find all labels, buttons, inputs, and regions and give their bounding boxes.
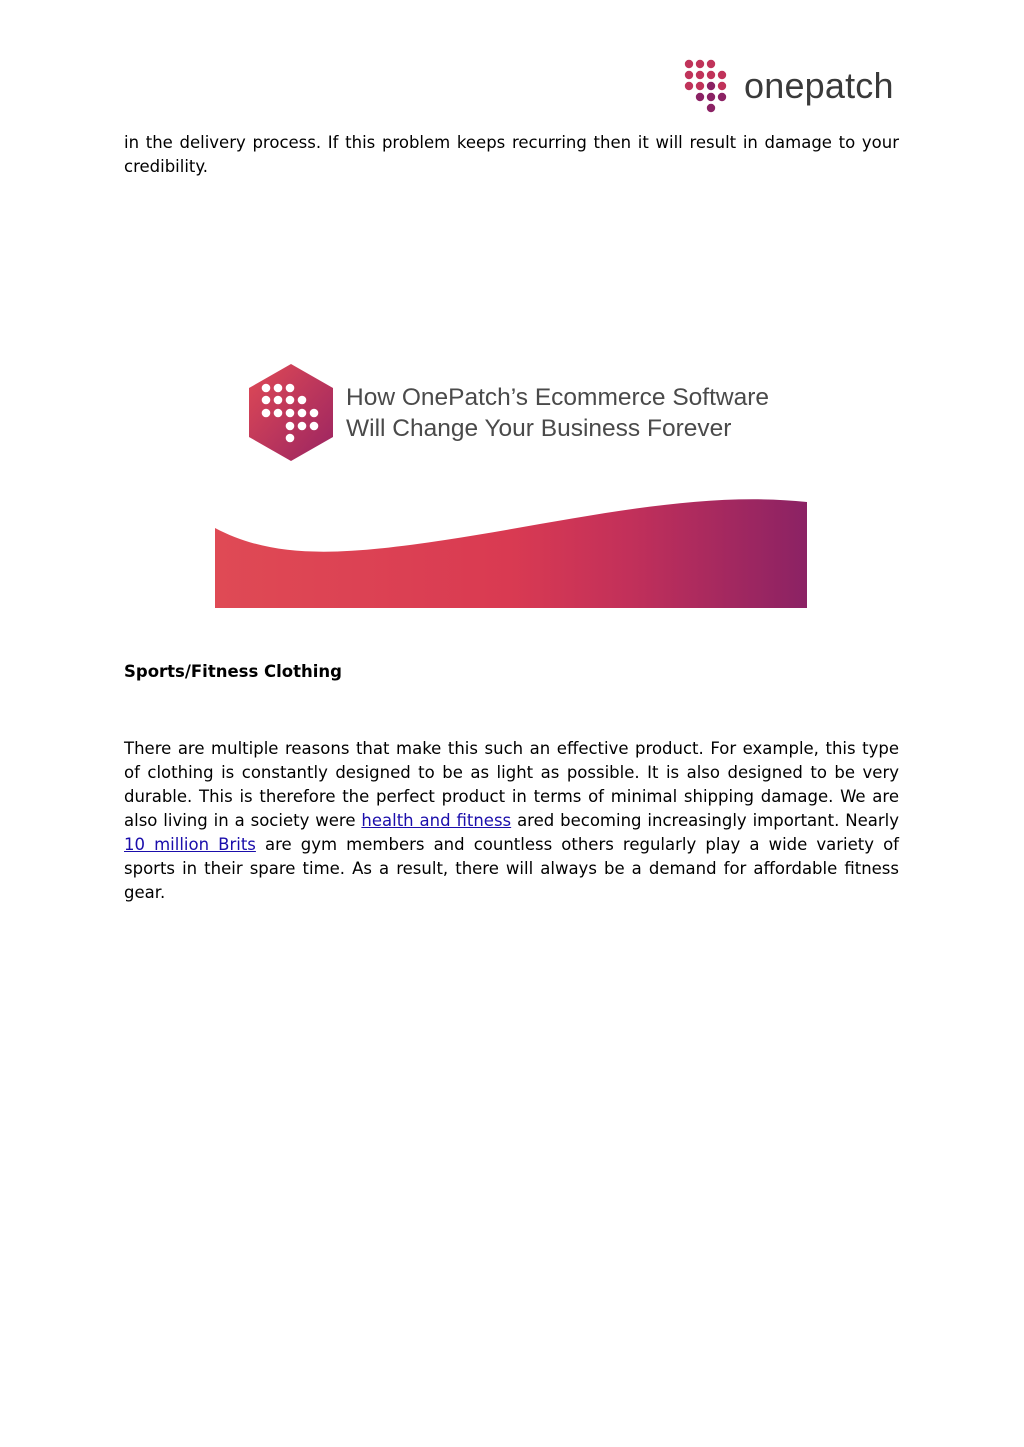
body-text-2: ared becoming increasingly important. Nearly — [511, 811, 899, 830]
banner-title — [346, 382, 816, 444]
section-heading: Sports/Fitness Clothing — [124, 662, 342, 681]
logo-wordmark: onepatch — [744, 65, 894, 106]
body-text-3: are gym members and countless others regularly play a wide variety of sports in their spare time. As a result, there will always be a demand for affordable fitness gear. — [124, 835, 899, 902]
body-paragraph — [124, 737, 899, 905]
health-fitness-link[interactable]: health and fitness — [361, 811, 512, 830]
body-text-1: There are multiple reasons that make this such an effective product. For example, this type of clothing is constantly designed to be as light as possible. It is also designed to be very durable. This is therefore the perfect product in terms of minimal shipping damage. We are also living in a society were — [124, 739, 899, 830]
million-brits-link[interactable]: 10 million Brits — [124, 835, 256, 854]
banner-title-line-1: How OnePatch’s Ecommerce Software — [346, 384, 770, 411]
banner-title-line-2: Will Change Your Business Forever — [346, 415, 732, 442]
intro-paragraph: in the delivery process. If this problem keeps recurring then it will result in damage to your credibility. — [124, 133, 899, 176]
